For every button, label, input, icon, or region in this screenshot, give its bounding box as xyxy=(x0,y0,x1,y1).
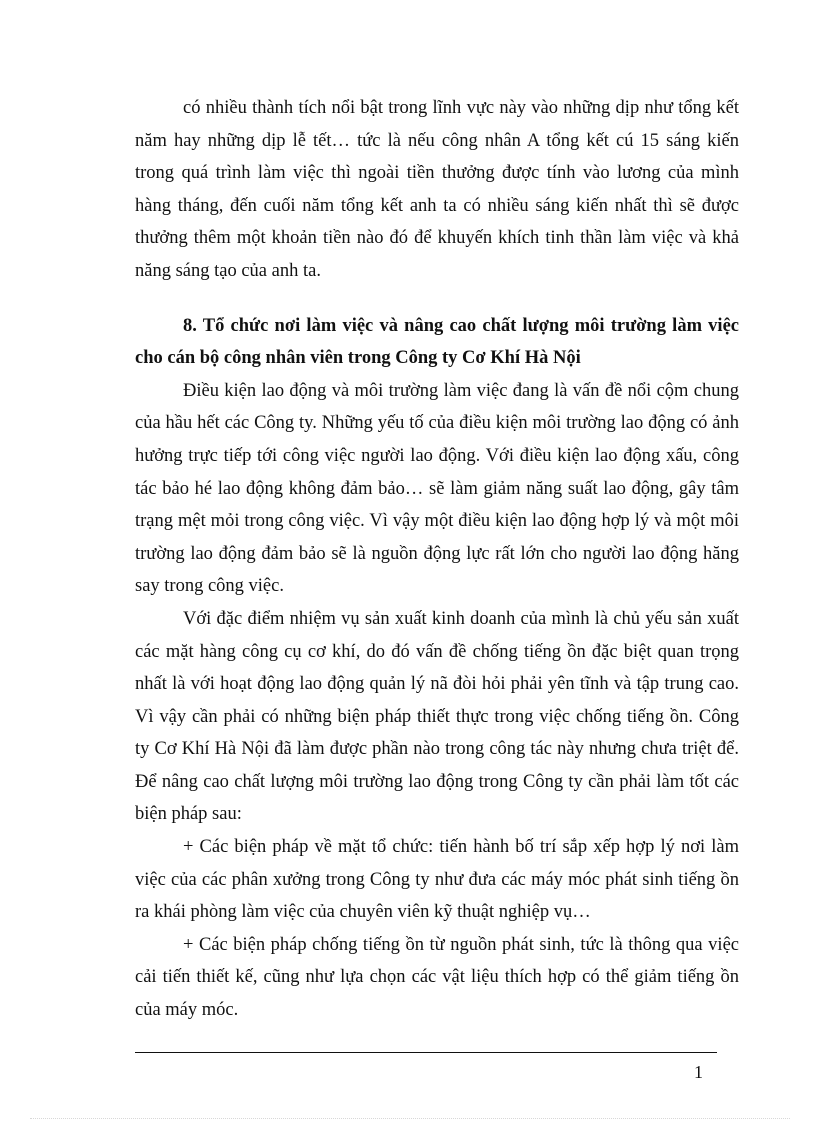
page-bottom-edge xyxy=(30,1118,790,1119)
footer-divider xyxy=(135,1052,717,1053)
body-paragraph-continued: có nhiều thành tích nổi bật trong lĩnh vực này vào những dịp như tổng kết năm hay những dịp lễ tết… tức là nếu công nhân A tổng kết cú 15 sáng kiến trong quá trình làm việc thì ngoài tiền thưởng được tính vào lương của mình hàng tháng, đến cuối năm tổng kết anh ta có nhiều sáng kiến nhất thì sẽ được thưởng thêm một khoản tiền nào đó để khuyến khích tinh thần làm việc và khả năng sáng tạo của anh ta. xyxy=(135,98,739,281)
body-paragraph: Điều kiện lao động và môi trường làm việc đang là vấn đề nổi cộm chung của hầu hết các Công ty. Những yếu tố của điều kiện môi trường lao động có ảnh hưởng trực tiếp tới công việc người lao động. Với điều kiện lao động xấu, công tác bảo hé lao động không đảm bảo… sẽ làm giảm năng suất lao động, gây tâm trạng mệt mỏi trong công việc. Vì vậy một điều kiện lao động hợp lý và một môi trường lao động đảm bảo sẽ là nguồn động lực rất lớn cho người lao động hăng say trong công việc. xyxy=(135,380,739,597)
page-body xyxy=(135,92,739,1027)
body-paragraph-bullet: + Các biện pháp chống tiếng ồn từ nguồn phát sinh, tức là thông qua việc cải tiến thiết kế, cũng như lựa chọn các vật liệu thích hợp có thể giảm tiếng ồn của máy móc. xyxy=(135,934,739,1021)
body-paragraph-bullet: + Các biện pháp về mặt tổ chức: tiến hành bố trí sắp xếp hợp lý nơi làm việc của các phân xưởng trong Công ty như đưa các máy móc phát sinh tiếng ồn ra khái phòng làm việc của chuyên viên kỹ thuật nghiệp vụ… xyxy=(135,837,739,923)
page-number: 1 xyxy=(694,1062,703,1082)
section-heading: 8. Tổ chức nơi làm việc và nâng cao chất lượng môi trường làm việc cho cán bộ công nhân viên trong Công ty Cơ Khí Hà Nội xyxy=(135,315,739,369)
body-paragraph: Với đặc điểm nhiệm vụ sản xuất kinh doanh của mình là chủ yếu sản xuất các mặt hàng công cụ cơ khí, do đó vấn đề chống tiếng ồn đặc biệt quan trọng nhất là với hoạt động lao động quản lý nã đòi hỏi phải yên tĩnh và tập trung cao. Vì vậy cần phải có những biện pháp thiết thực trong việc chống tiếng ồn. Công ty Cơ Khí Hà Nội đã làm được phần nào trong công tác này nhưng chưa triệt để. Để nâng cao chất lượng môi trường lao động trong Công ty cần phải làm tốt các biện pháp sau: xyxy=(135,608,739,825)
